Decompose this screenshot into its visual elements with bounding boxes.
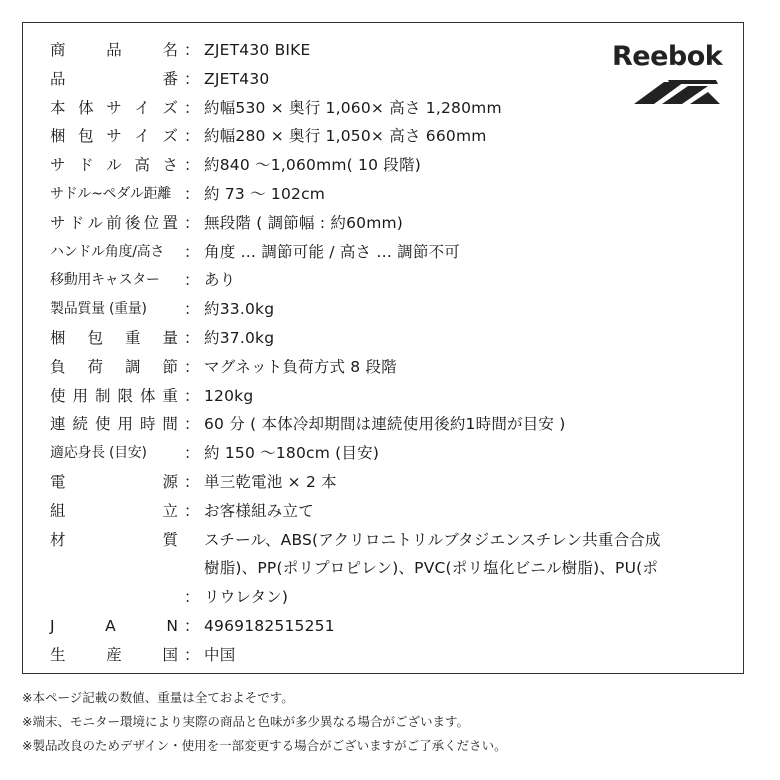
spec-label <box>50 439 178 468</box>
spec-value: お客様組み立て <box>204 501 314 520</box>
spec-row <box>0 439 780 468</box>
spec-label-char: 節 <box>162 357 178 376</box>
spec-label-char: 産 <box>106 645 122 664</box>
spec-colon: ： <box>184 156 200 175</box>
spec-colon: ： <box>184 386 200 405</box>
spec-label-char: J <box>50 617 55 635</box>
spec-label-char: 源 <box>162 473 178 491</box>
spec-row <box>0 209 780 238</box>
spec-row <box>0 612 780 641</box>
spec-colon: ： <box>184 329 200 347</box>
spec-label <box>50 468 178 497</box>
spec-label-char: 包 <box>78 127 94 146</box>
spec-label-char: ド <box>78 156 94 175</box>
spec-label-char: 体 <box>139 386 156 405</box>
spec-value: マグネット負荷方式 8 段階 <box>204 357 397 376</box>
spec-label <box>50 151 178 180</box>
spec-colon: ： <box>184 69 200 88</box>
spec-label <box>50 36 178 65</box>
spec-colon: ： <box>184 501 200 520</box>
spec-label <box>50 410 178 439</box>
spec-label-char: 用 <box>72 386 88 405</box>
spec-value: 約幅280 × 奥行 1,050× 高さ 660mm <box>204 127 487 146</box>
spec-value: ZJET430 <box>204 69 270 88</box>
spec-label-char: 名 <box>162 41 178 59</box>
spec-label-char: 材 <box>50 530 66 549</box>
spec-label <box>50 526 178 555</box>
spec-label-char: 重 <box>162 386 178 405</box>
spec-value: 単三乾電池 × 2 本 <box>204 473 337 491</box>
spec-value: 約33.0kg <box>204 300 275 319</box>
spec-row <box>0 151 780 180</box>
spec-colon: ： <box>184 271 200 290</box>
spec-label-char: 適応身長 (目安) <box>50 445 147 462</box>
spec-value: リウレタン) <box>204 588 289 607</box>
spec-label-char: ル <box>106 156 122 175</box>
spec-row <box>0 641 780 670</box>
spec-label-char: 高 <box>134 156 150 175</box>
spec-label-char: イ <box>134 98 150 117</box>
spec-label <box>50 209 178 238</box>
spec-colon: ： <box>184 473 200 491</box>
spec-value: スチール、ABS(アクリロニトリルブタジエンスチレン共重合合成 <box>204 530 661 549</box>
spec-label <box>50 295 178 324</box>
spec-label-char: 本 <box>50 98 66 117</box>
spec-label <box>50 180 178 209</box>
spec-label-char: 連 <box>50 415 66 434</box>
spec-colon: ： <box>184 300 200 319</box>
spec-label-char: 品 <box>106 41 122 59</box>
spec-label-char: 量 <box>162 329 178 347</box>
spec-label-char: 用 <box>117 415 133 434</box>
spec-label-char: 限 <box>117 386 133 405</box>
spec-value: 無段階 ( 調節幅 : 約60mm) <box>204 213 404 232</box>
spec-value: 樹脂)、PP(ポリプロピレン)、PVC(ポリ塩化ビニル樹脂)、PU(ポ <box>204 559 659 578</box>
spec-label-char: 梱 <box>50 127 66 146</box>
spec-label-char: 前 <box>106 213 122 232</box>
spec-row <box>0 94 780 123</box>
spec-label-char: 使 <box>94 415 111 434</box>
spec-row <box>0 295 780 324</box>
note-line: ※端末、モニター環境により実際の商品と色味が多少異なる場合がございます。 <box>22 714 469 729</box>
spec-label-char: 使 <box>50 386 66 405</box>
spec-value: 約 73 ～ 102cm <box>204 185 326 203</box>
spec-label-char: 位 <box>143 213 160 232</box>
spec-label-char: 続 <box>72 415 88 434</box>
spec-label-char: 生 <box>50 645 66 664</box>
spec-row <box>0 180 780 209</box>
spec-label <box>50 382 178 411</box>
spec-label-char: 品 <box>50 69 66 88</box>
spec-label-char: 間 <box>162 415 178 434</box>
spec-label <box>50 353 178 382</box>
spec-label-char: 製品質量 (重量) <box>50 301 147 318</box>
spec-colon: ： <box>184 98 200 117</box>
spec-label-char: 負 <box>50 357 66 376</box>
spec-label-char: サドル~ペダル距離 <box>50 186 172 202</box>
brand-wordmark: Reebok <box>612 41 723 72</box>
spec-row <box>0 324 780 353</box>
spec-label-char: 番 <box>162 69 178 88</box>
spec-row <box>0 36 780 65</box>
spec-label-char: 制 <box>94 386 111 405</box>
spec-row <box>0 554 780 583</box>
spec-label-char: 荷 <box>87 357 103 376</box>
spec-row <box>0 583 780 612</box>
spec-colon: ： <box>184 444 200 463</box>
spec-value: 角度 … 調節可能 / 高さ … 調節不可 <box>204 242 460 261</box>
spec-row <box>0 497 780 526</box>
spec-label <box>50 497 178 526</box>
spec-label-char: 置 <box>162 213 178 232</box>
spec-row <box>0 353 780 382</box>
spec-label-char: 体 <box>78 98 94 117</box>
spec-label-char: ズ <box>162 127 178 146</box>
spec-label-char: 梱 <box>50 329 66 347</box>
spec-colon: ： <box>184 242 200 261</box>
spec-label <box>50 612 178 641</box>
spec-label-char: 国 <box>162 645 178 664</box>
spec-label-char: 包 <box>87 329 103 347</box>
spec-value: ZJET430 BIKE <box>204 41 311 59</box>
disclaimer-notes <box>22 686 507 758</box>
spec-value: 約840 ～1,060mm( 10 段階) <box>204 156 421 175</box>
spec-label-char: 組 <box>50 501 66 520</box>
spec-value: あり <box>204 271 236 290</box>
spec-row <box>0 410 780 439</box>
spec-row <box>0 382 780 411</box>
spec-label <box>50 65 178 94</box>
spec-value: 約 150 ～180cm (目安) <box>204 444 380 463</box>
spec-label-char: ル <box>87 213 103 232</box>
spec-label-char: 後 <box>124 213 141 232</box>
spec-label <box>50 122 178 151</box>
spec-label-char: 移動用キャスター <box>50 272 160 289</box>
spec-value: 中国 <box>204 645 236 664</box>
spec-label-char: イ <box>134 127 150 146</box>
spec-label-char: 質 <box>162 530 178 549</box>
spec-colon: ： <box>184 41 200 59</box>
note-line: ※本ページ記載の数値、重量は全ておよそです。 <box>22 690 294 705</box>
spec-label-char: サ <box>106 98 122 117</box>
spec-colon: ： <box>184 415 200 434</box>
spec-label-char: 調 <box>124 357 141 376</box>
spec-label-char: 電 <box>50 473 66 491</box>
spec-label-char: 商 <box>50 41 66 59</box>
spec-label-char: サ <box>106 127 122 146</box>
spec-label-char: 立 <box>162 501 178 520</box>
spec-value: 約37.0kg <box>204 329 275 347</box>
spec-label-char: サ <box>50 156 66 175</box>
spec-colon: ： <box>184 645 200 664</box>
spec-label-char: N <box>166 617 178 635</box>
spec-label-char: サ <box>50 213 66 232</box>
spec-label-char: ズ <box>162 98 178 117</box>
spec-row <box>0 526 780 555</box>
spec-label <box>50 238 178 267</box>
spec-value: 120kg <box>204 386 254 405</box>
spec-value: 約幅530 × 奥行 1,060× 高さ 1,280mm <box>204 98 502 117</box>
spec-value: 4969182515251 <box>204 617 335 635</box>
spec-label-char: ド <box>68 213 85 232</box>
spec-colon: ： <box>184 588 200 607</box>
spec-label <box>50 266 178 295</box>
spec-label <box>50 94 178 123</box>
spec-colon: ： <box>184 213 200 232</box>
spec-label-char: ハンドル角度/高さ <box>50 243 165 260</box>
spec-label-char: 重 <box>124 329 141 347</box>
spec-value: 60 分 ( 本体冷却期間は連続使用後約1時間が目安 ) <box>204 415 566 434</box>
spec-row <box>0 122 780 151</box>
note-line: ※製品改良のためデザイン・使用を一部変更する場合がございますがご了承ください。 <box>22 738 507 753</box>
spec-row <box>0 266 780 295</box>
spec-label <box>50 641 178 670</box>
spec-label <box>50 324 178 353</box>
spec-row <box>0 468 780 497</box>
spec-label-char: さ <box>162 156 178 175</box>
spec-row <box>0 65 780 94</box>
spec-colon: ： <box>184 617 200 635</box>
spec-label-char: 時 <box>139 415 156 434</box>
spec-colon: ： <box>184 185 200 203</box>
spec-colon: ： <box>184 127 200 146</box>
spec-label-char: A <box>105 617 116 635</box>
spec-row <box>0 238 780 267</box>
spec-colon: ： <box>184 357 200 376</box>
